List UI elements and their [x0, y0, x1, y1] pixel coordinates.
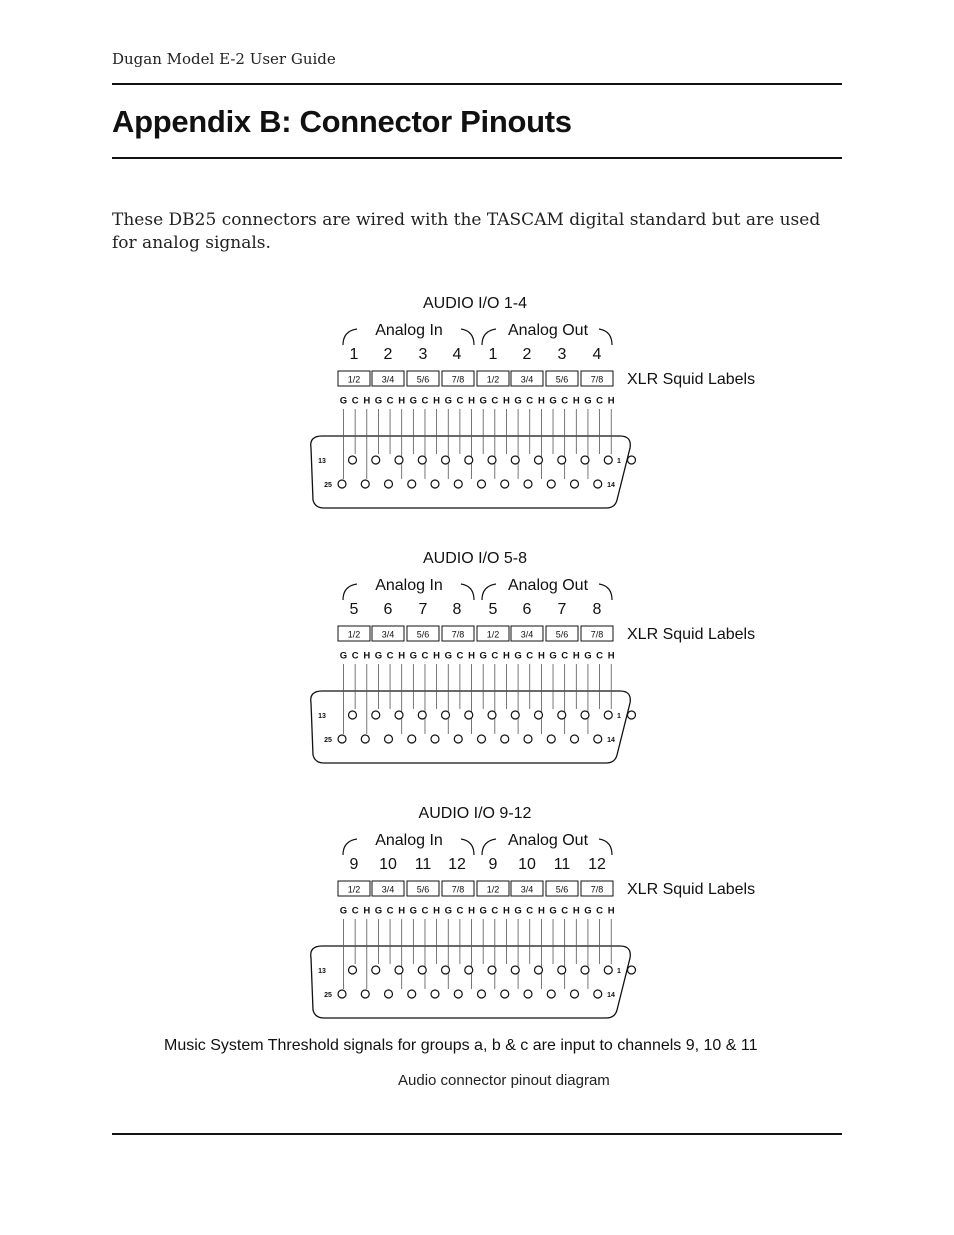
pin-hole [442, 456, 450, 464]
channel-number: 11 [414, 856, 432, 873]
channel-number: 9 [349, 856, 359, 873]
connector-diagram [311, 295, 755, 508]
pin-letter: H [398, 905, 406, 917]
pin-letter: C [386, 905, 394, 917]
pin-letter: H [433, 650, 441, 662]
pin-letter: H [537, 395, 545, 407]
db25-shell [311, 691, 631, 763]
pin-hole [418, 966, 426, 974]
pin-letter: C [596, 905, 604, 917]
pin-letter: H [433, 905, 441, 917]
pin-hole [361, 990, 369, 998]
connector-diagram [311, 805, 755, 1018]
pin-letter: G [584, 650, 592, 662]
pin-hole [524, 735, 532, 743]
connector-diagram [311, 550, 755, 763]
pin-letter: G [444, 650, 452, 662]
pin-hole [431, 735, 439, 743]
db25-shell [311, 436, 631, 508]
pin-letter: C [456, 650, 464, 662]
pin-number: 13 [318, 713, 326, 720]
pin-letter: H [468, 650, 475, 662]
pin-letter: G [374, 905, 383, 917]
pin-hole [408, 735, 416, 743]
pin-letter: G [339, 395, 348, 407]
pin-hole [511, 966, 519, 974]
pin-letter: G [514, 905, 522, 917]
pin-letter: C [491, 395, 499, 407]
squid-label-text: 1/2 [347, 884, 361, 895]
squid-label-text: 3/4 [520, 629, 534, 640]
pin-hole [594, 990, 602, 998]
pin-letter: C [456, 905, 464, 917]
pin-number: 25 [324, 737, 332, 744]
pin-letter: H [468, 905, 475, 917]
pin-letter: G [339, 905, 348, 917]
pin-hole [524, 480, 532, 488]
pin-hole [501, 480, 509, 488]
pin-letter: G [409, 905, 418, 917]
pin-number: 25 [324, 482, 332, 489]
pin-hole [338, 480, 346, 488]
pin-letter: C [526, 905, 534, 917]
pin-hole [454, 990, 462, 998]
squid-label-text: 7/8 [451, 629, 465, 640]
squid-label-text: 3/4 [381, 629, 395, 640]
pin-letter: G [584, 395, 592, 407]
pin-hole [338, 735, 346, 743]
channel-number: 12 [588, 856, 606, 873]
pin-letter: H [537, 905, 545, 917]
pin-hole [385, 990, 393, 998]
pin-letter: G [514, 650, 522, 662]
pin-hole [628, 456, 636, 464]
pin-hole [535, 456, 543, 464]
squid-label-text: 3/4 [520, 374, 534, 385]
analog-out-label: Analog Out [507, 322, 589, 339]
channel-number: 1 [349, 346, 359, 363]
threshold-note: Music System Threshold signals for groups a, b & c are input to channels 9, 10 & 11 [164, 1037, 758, 1054]
pin-hole [581, 966, 589, 974]
pin-hole [454, 735, 462, 743]
pin-hole [372, 711, 380, 719]
bracket-arc [343, 839, 357, 855]
pin-hole [558, 456, 566, 464]
pin-hole [465, 966, 473, 974]
bracket-arc [482, 329, 496, 345]
squid-label-text: 5/6 [416, 374, 430, 385]
pin-hole [571, 735, 579, 743]
pin-letter: C [526, 650, 534, 662]
figure-caption: Audio connector pinout diagram [398, 1072, 610, 1089]
squid-label-text: 7/8 [451, 374, 465, 385]
bracket-arc [343, 329, 357, 345]
xlr-squid-caption: XLR Squid Labels [627, 626, 756, 643]
channel-number: 5 [349, 601, 359, 618]
pin-hole [604, 966, 612, 974]
pin-hole [594, 480, 602, 488]
analog-out-label: Analog Out [507, 577, 589, 594]
pin-hole [454, 480, 462, 488]
pin-hole [442, 711, 450, 719]
channel-number: 1 [488, 346, 498, 363]
pin-letter: G [549, 905, 557, 917]
pin-letter: C [351, 650, 359, 662]
pin-letter: C [351, 395, 359, 407]
pin-hole [361, 480, 369, 488]
pin-hole [431, 480, 439, 488]
pin-hole [488, 711, 496, 719]
pin-hole [547, 480, 555, 488]
pin-letter: C [491, 650, 499, 662]
channel-number: 11 [553, 856, 571, 873]
pin-letter: H [537, 650, 545, 662]
pin-hole [604, 711, 612, 719]
channel-number: 9 [488, 856, 498, 873]
squid-label-text: 5/6 [555, 629, 569, 640]
pin-hole [571, 990, 579, 998]
pin-hole [395, 966, 403, 974]
pin-hole [581, 456, 589, 464]
running-header: Dugan Model E-2 User Guide [112, 50, 336, 68]
pin-letter: H [363, 395, 371, 407]
squid-label-text: 5/6 [416, 629, 430, 640]
channel-number: 7 [557, 601, 567, 618]
intro-paragraph: These DB25 connectors are wired with the TASCAM digital standard but are used for analog signals. [112, 210, 821, 253]
channel-number: 4 [592, 346, 602, 363]
pin-letter: C [456, 395, 464, 407]
pin-letter: H [607, 650, 615, 662]
channel-number: 12 [448, 856, 466, 873]
pin-hole [501, 735, 509, 743]
bracket-arc [461, 839, 474, 855]
pin-letter: G [444, 905, 452, 917]
channel-number: 7 [418, 601, 428, 618]
bracket-arc [599, 839, 612, 855]
pin-hole [594, 735, 602, 743]
pin-letter: C [386, 395, 394, 407]
pin-letter: C [421, 395, 429, 407]
channel-number: 8 [452, 601, 462, 618]
pin-letter: G [479, 905, 487, 917]
pin-number: 13 [318, 458, 326, 465]
pin-number: 14 [607, 992, 615, 999]
bracket-arc [482, 839, 496, 855]
pin-letter: C [561, 905, 569, 917]
connector-title: AUDIO I/O 9-12 [418, 805, 532, 822]
pin-hole [418, 456, 426, 464]
pin-hole [488, 456, 496, 464]
footer-rule [112, 1133, 842, 1135]
pin-hole [361, 735, 369, 743]
squid-label-text: 7/8 [451, 884, 465, 895]
pin-number: 1 [617, 968, 621, 975]
pin-hole [478, 480, 486, 488]
bracket-arc [599, 584, 612, 600]
pin-hole [418, 711, 426, 719]
pin-letter: H [468, 395, 475, 407]
pin-hole [408, 990, 416, 998]
pin-letter: G [374, 395, 383, 407]
pin-letter: G [374, 650, 383, 662]
pin-hole [488, 966, 496, 974]
connector-title: AUDIO I/O 5-8 [422, 550, 528, 567]
xlr-squid-caption: XLR Squid Labels [627, 371, 756, 388]
pin-hole [465, 711, 473, 719]
analog-in-label: Analog In [375, 577, 443, 594]
pin-number: 25 [324, 992, 332, 999]
pin-hole [372, 966, 380, 974]
pin-letter: H [503, 905, 510, 917]
squid-label-text: 1/2 [486, 629, 500, 640]
squid-label-text: 3/4 [381, 374, 395, 385]
pin-letter: C [491, 905, 499, 917]
page-title: Appendix B: Connector Pinouts [112, 104, 572, 139]
channel-number: 3 [557, 346, 567, 363]
pin-hole [385, 735, 393, 743]
pin-letter: C [596, 395, 604, 407]
pin-letter: C [561, 395, 569, 407]
pin-hole [535, 966, 543, 974]
channel-number: 10 [518, 856, 536, 873]
squid-label-text: 7/8 [590, 629, 604, 640]
pin-letter: H [398, 395, 406, 407]
pin-letter: C [421, 905, 429, 917]
pin-letter: C [421, 650, 429, 662]
pin-letter: G [409, 650, 418, 662]
bracket-arc [461, 584, 474, 600]
pin-number: 14 [607, 737, 615, 744]
squid-label-text: 3/4 [520, 884, 534, 895]
pin-number: 14 [607, 482, 615, 489]
pin-letter: H [572, 395, 580, 407]
pin-hole [465, 456, 473, 464]
pin-hole [408, 480, 416, 488]
pin-hole [349, 456, 357, 464]
pin-letter: G [479, 395, 487, 407]
bracket-arc [461, 329, 474, 345]
pin-letter: H [503, 650, 510, 662]
pin-hole [338, 990, 346, 998]
squid-label-text: 7/8 [590, 374, 604, 385]
pin-hole [511, 456, 519, 464]
pin-number: 1 [617, 458, 621, 465]
pin-number: 1 [617, 713, 621, 720]
channel-number: 10 [379, 856, 397, 873]
bracket-arc [599, 329, 612, 345]
squid-label-text: 1/2 [347, 374, 361, 385]
pin-hole [547, 990, 555, 998]
pin-hole [571, 480, 579, 488]
channel-number: 2 [383, 346, 393, 363]
channel-number: 4 [452, 346, 462, 363]
channel-number: 6 [383, 601, 393, 618]
pin-letter: H [607, 905, 615, 917]
pin-letter: C [386, 650, 394, 662]
pin-hole [395, 456, 403, 464]
pin-letter: G [479, 650, 487, 662]
pin-hole [431, 990, 439, 998]
pin-hole [395, 711, 403, 719]
pin-letter: H [433, 395, 441, 407]
pin-hole [558, 711, 566, 719]
squid-label-text: 5/6 [416, 884, 430, 895]
squid-label-text: 1/2 [486, 884, 500, 895]
pin-letter: H [607, 395, 615, 407]
squid-label-text: 7/8 [590, 884, 604, 895]
pin-hole [372, 456, 380, 464]
pin-letter: C [561, 650, 569, 662]
pin-letter: G [409, 395, 418, 407]
channel-number: 8 [592, 601, 602, 618]
pin-hole [349, 966, 357, 974]
analog-out-label: Analog Out [507, 832, 589, 849]
pin-hole [501, 990, 509, 998]
squid-label-text: 5/6 [555, 884, 569, 895]
analog-in-label: Analog In [375, 832, 443, 849]
pin-hole [524, 990, 532, 998]
pin-letter: G [584, 905, 592, 917]
pin-letter: G [549, 650, 557, 662]
pin-letter: G [444, 395, 452, 407]
db25-shell [311, 946, 631, 1018]
pin-letter: G [549, 395, 557, 407]
bracket-arc [482, 584, 496, 600]
pin-hole [442, 966, 450, 974]
pin-hole [581, 711, 589, 719]
channel-number: 6 [522, 601, 532, 618]
squid-label-text: 1/2 [486, 374, 500, 385]
pin-letter: C [526, 395, 534, 407]
analog-in-label: Analog In [375, 322, 443, 339]
pin-hole [385, 480, 393, 488]
pin-hole [604, 456, 612, 464]
connector-title: AUDIO I/O 1-4 [422, 295, 528, 312]
pin-hole [349, 711, 357, 719]
channel-number: 2 [522, 346, 532, 363]
pin-hole [478, 990, 486, 998]
pin-letter: H [363, 650, 371, 662]
pin-letter: H [503, 395, 510, 407]
xlr-squid-caption: XLR Squid Labels [627, 881, 756, 898]
pin-letter: C [596, 650, 604, 662]
squid-label-text: 5/6 [555, 374, 569, 385]
pin-letter: G [339, 650, 348, 662]
channel-number: 3 [418, 346, 428, 363]
pin-hole [558, 966, 566, 974]
pin-letter: H [572, 905, 580, 917]
squid-label-text: 1/2 [347, 629, 361, 640]
pin-letter: H [363, 905, 371, 917]
pin-hole [547, 735, 555, 743]
bracket-arc [343, 584, 357, 600]
pin-hole [535, 711, 543, 719]
pin-hole [511, 711, 519, 719]
pin-letter: G [514, 395, 522, 407]
pin-letter: H [398, 650, 406, 662]
pin-number: 13 [318, 968, 326, 975]
pin-hole [478, 735, 486, 743]
channel-number: 5 [488, 601, 498, 618]
pin-hole [628, 711, 636, 719]
squid-label-text: 3/4 [381, 884, 395, 895]
pin-letter: C [351, 905, 359, 917]
pin-letter: H [572, 650, 580, 662]
pin-hole [628, 966, 636, 974]
